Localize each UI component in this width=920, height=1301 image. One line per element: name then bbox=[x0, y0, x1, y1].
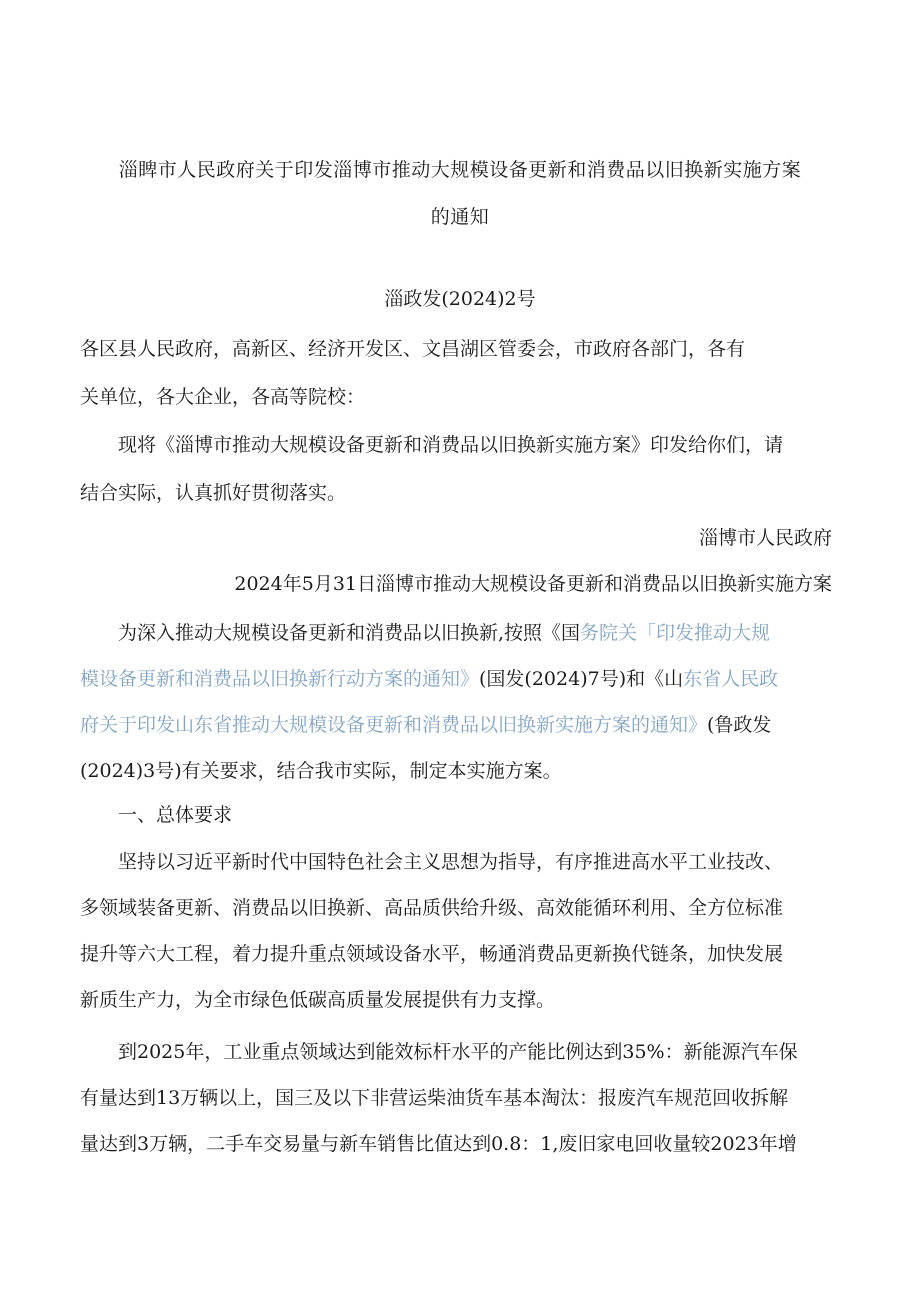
intro-line2: 结合实际，认真抓好贯彻落实。 bbox=[80, 482, 347, 504]
state-council-notice-link[interactable]: 务院关「印发推动大规 bbox=[580, 622, 771, 644]
para2-line2: 多领域装备更新、消费品以旧换新、高品质供给升级、高效能循环利用、全方位标准 bbox=[80, 897, 784, 919]
para2-line1: 坚持以习近平新时代中国特色社会主义思想为指导，有序推进高水平工业技改、 bbox=[118, 851, 784, 873]
signature: 淄博市人民政府 bbox=[698, 527, 832, 549]
para3-line1: 到2025年，工业重点领域达到能效标杆水平的产能比例达到35%：新能源汽车保 bbox=[118, 1041, 798, 1063]
para2-line4: 新质生产力，为全市绿色低碳高质量发展提供有力支撑。 bbox=[80, 989, 556, 1011]
document-title-line1: 淄睥市人民政府关于印发淄博市推动大规模设备更新和消费品以旧换新实施方案 bbox=[118, 159, 802, 181]
para1-line2-text: (国发(2024)7号)和《山 bbox=[479, 668, 684, 690]
shandong-notice-link-cont[interactable]: 府关于印发山东省推动大规模设备更新和消费品以旧换新实施方案的通知》 bbox=[80, 714, 708, 736]
state-council-notice-link-cont[interactable]: 模设备更新和消费品以旧换新行动方案的通知》 bbox=[80, 668, 480, 690]
para2-line3: 提升等六大工程，着力提升重点领域设备水平，畅通消费品更新换代链条，加快发展 bbox=[80, 943, 784, 965]
document-number: 淄政发(2024)2号 bbox=[384, 288, 536, 310]
intro-line1: 现将《淄博市推动大规模设备更新和消费品以旧换新实施方案》印发给你们，请 bbox=[118, 434, 784, 456]
addressee-line1: 各区县人民政府，高新区、经济开发区、文昌湖区管委会，市政府各部门，各有 bbox=[80, 338, 746, 360]
para3-line2: 有量达到13万辆以上，国三及以下非营运柴油货车基本淘汰：报废汽车规范回收拆解 bbox=[80, 1087, 789, 1109]
para1-line2 bbox=[80, 670, 778, 689]
para1-line3-text: (鲁政发 bbox=[707, 714, 772, 736]
date-and-plan-title: 2024年5月31日淄博市推动大规模设备更新和消费品以旧换新实施方案 bbox=[234, 573, 832, 595]
shandong-notice-link[interactable]: 东省人民政 bbox=[683, 668, 779, 690]
section1-heading: 一、总体要求 bbox=[118, 804, 233, 826]
para1-line4: (2024)3号)有关要求，结合我市实际，制定本实施方案。 bbox=[80, 760, 562, 782]
document-title-line2: 的通知 bbox=[430, 206, 490, 228]
para3-line3: 量达到3万辆，二手车交易量与新车销售比值达到0.8：1,废旧家电回收量较2023年增 bbox=[80, 1133, 797, 1155]
addressee-line2: 关单位，各大企业，各高等院校： bbox=[80, 386, 366, 408]
para1-line1-text: 为深入推动大规模设备更新和消费品以旧换新,按照《国 bbox=[118, 622, 581, 644]
para1-line1 bbox=[118, 624, 770, 643]
para1-line3 bbox=[80, 716, 771, 735]
